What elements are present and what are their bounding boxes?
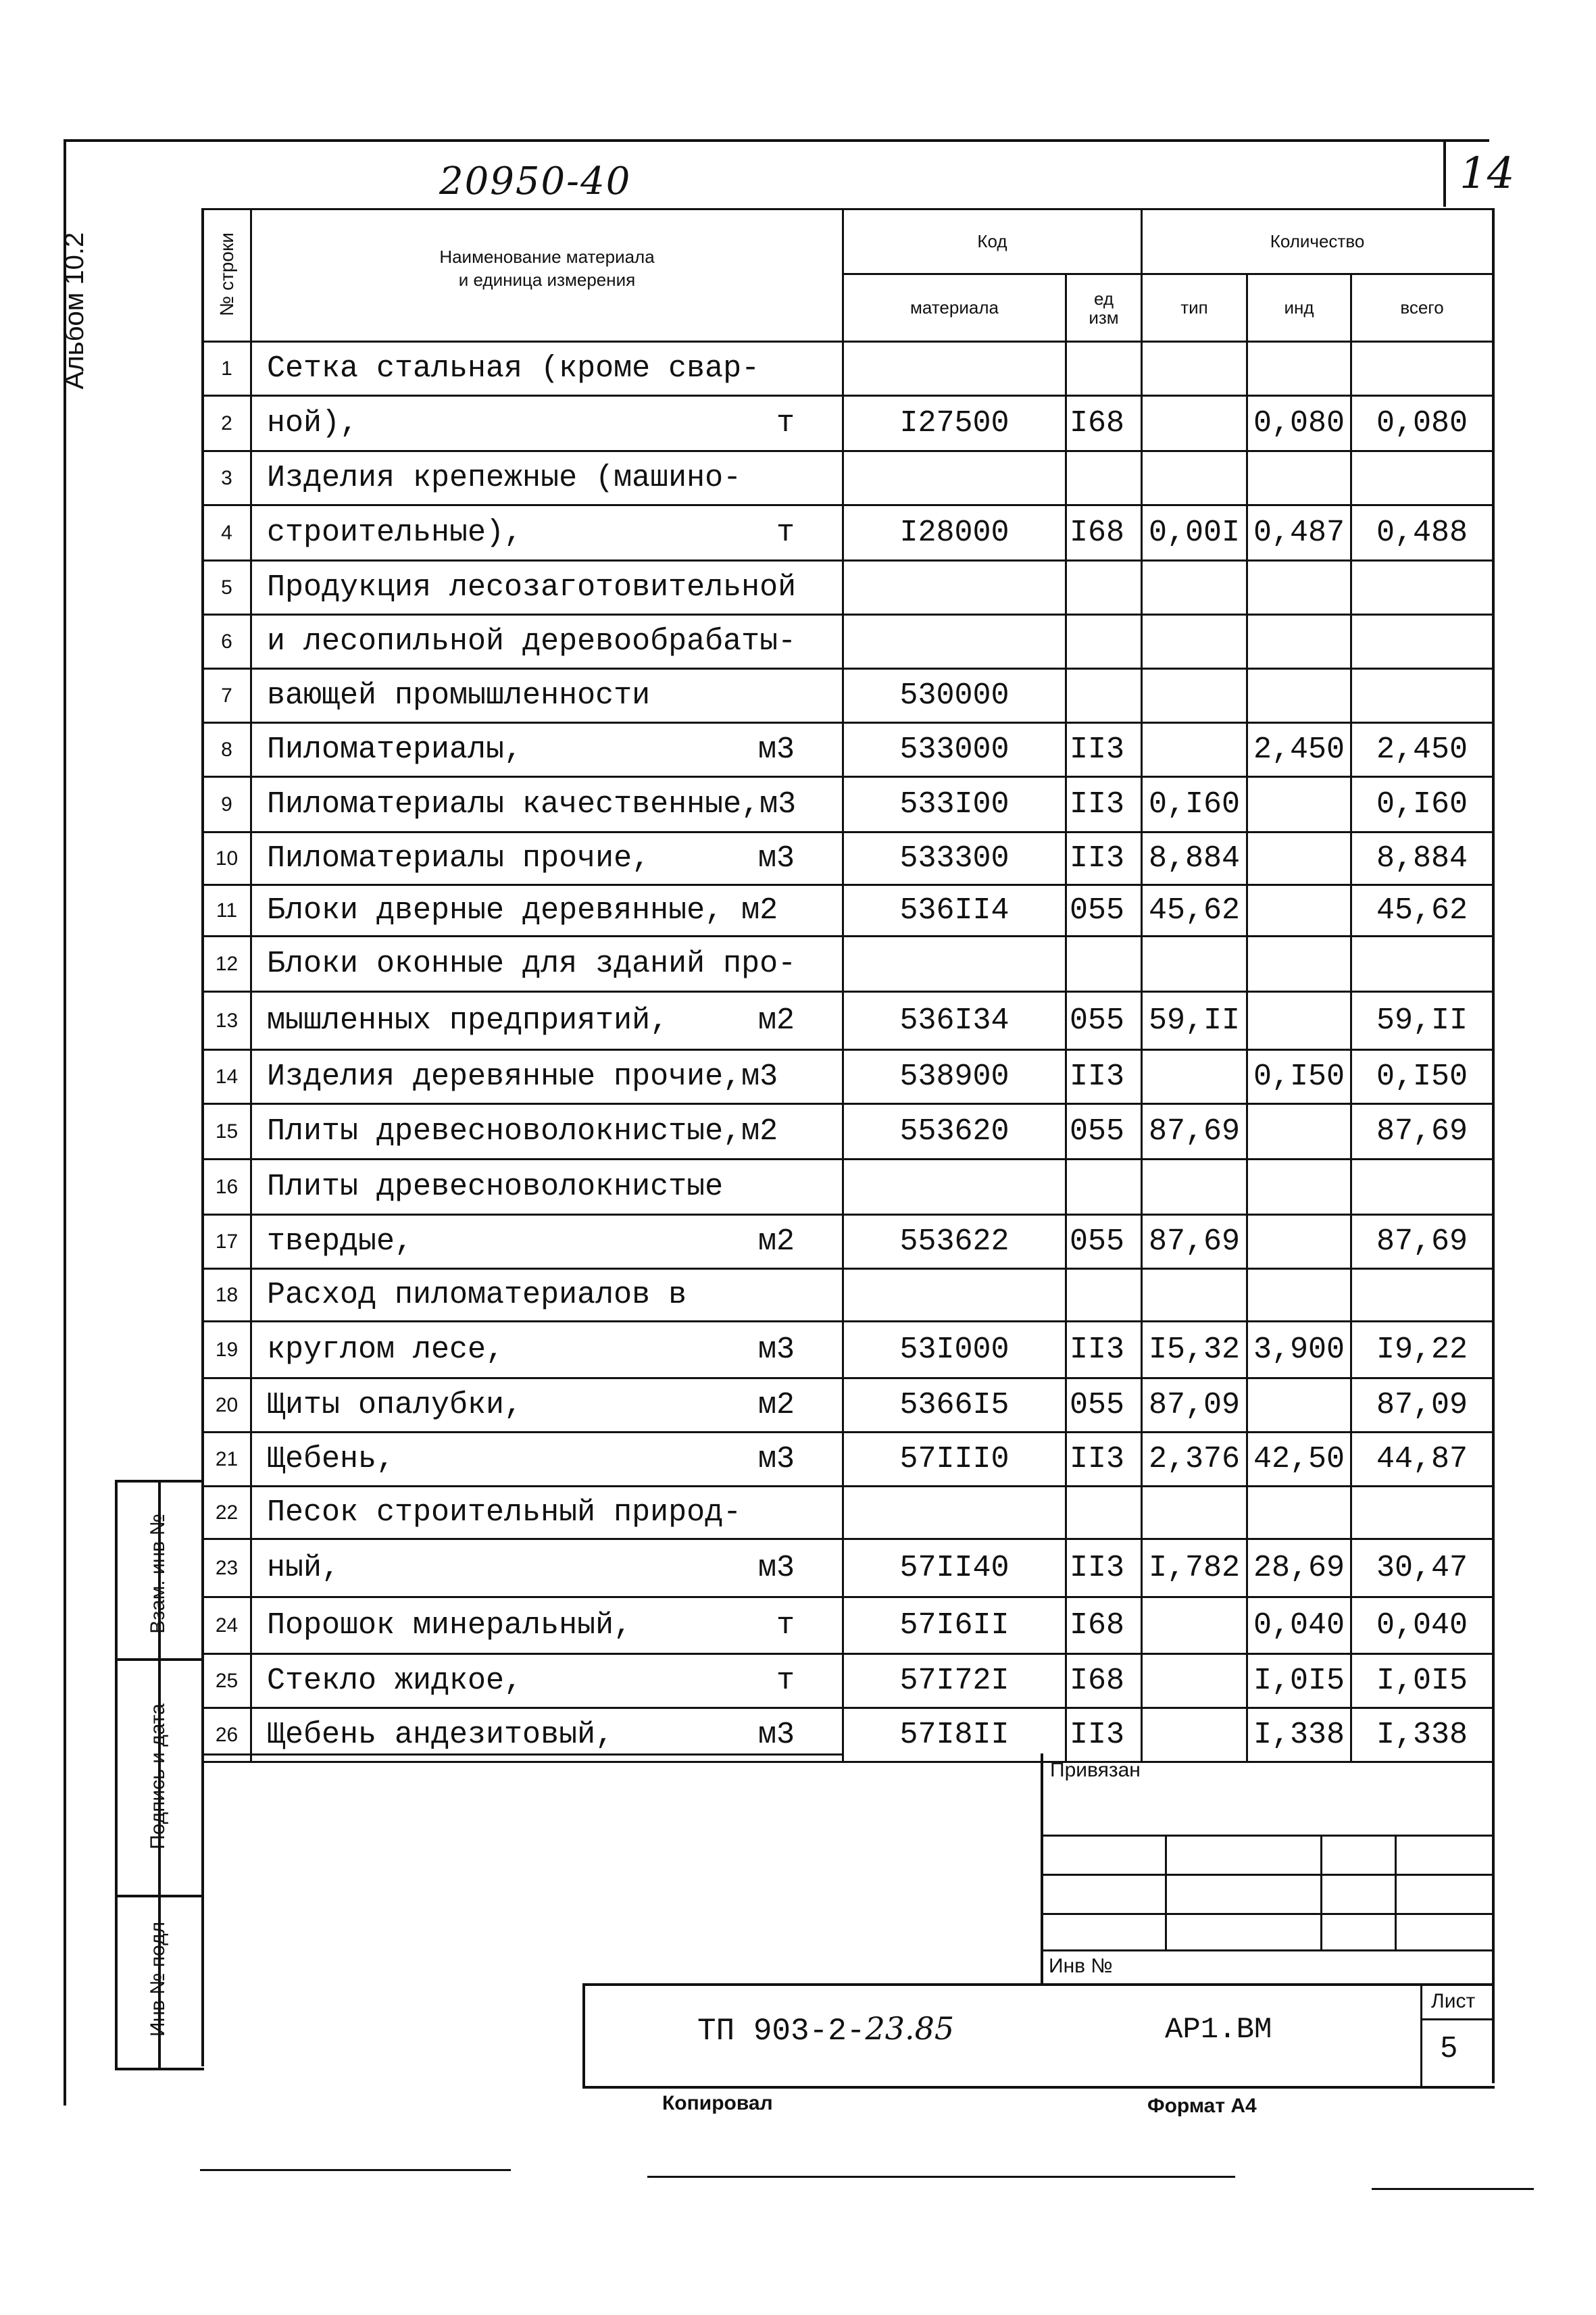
material-name: Пиломатериалы, м3 xyxy=(251,723,843,777)
unit-code: 055 xyxy=(1066,1104,1142,1160)
header-code-material: материала xyxy=(843,274,1066,342)
qty-ind xyxy=(1247,561,1351,615)
row-number: 8 xyxy=(203,723,251,777)
qty-ind: 0,040 xyxy=(1247,1597,1351,1654)
qty-ind: I,0I5 xyxy=(1247,1654,1351,1708)
material-code xyxy=(843,1269,1066,1322)
material-code: 536II4 xyxy=(843,885,1066,937)
unit-code: II3 xyxy=(1066,1539,1142,1597)
material-name: Блоки дверные деревянные, м2 xyxy=(251,885,843,937)
qty-total xyxy=(1351,561,1493,615)
row-number: 7 xyxy=(203,669,251,723)
qty-type: 87,69 xyxy=(1142,1104,1247,1160)
qty-total: 59,II xyxy=(1351,992,1493,1050)
privyazan-label: Привязан xyxy=(1050,1759,1141,1781)
table-row xyxy=(203,1433,1493,1487)
qty-type: I,782 xyxy=(1142,1539,1247,1597)
qty-ind xyxy=(1247,832,1351,885)
material-name: Щебень, м3 xyxy=(251,1433,843,1487)
bottom-rule-3 xyxy=(1372,2188,1534,2190)
material-code: 53I000 xyxy=(843,1322,1066,1378)
material-code: 553620 xyxy=(843,1104,1066,1160)
qty-ind xyxy=(1247,1378,1351,1433)
row-number: 18 xyxy=(203,1269,251,1322)
privyazan-block xyxy=(1041,1753,1495,1983)
row-number: 3 xyxy=(203,451,251,505)
qty-ind: 0,080 xyxy=(1247,396,1351,451)
qty-type xyxy=(1142,451,1247,505)
material-name: Блоки оконные для зданий про- xyxy=(251,937,843,992)
doc-code: ТП 903-2-23.85 xyxy=(697,2010,955,2049)
material-code: 57I6II xyxy=(843,1597,1066,1654)
table-row xyxy=(203,723,1493,777)
qty-total xyxy=(1351,615,1493,669)
qty-total: 0,040 xyxy=(1351,1597,1493,1654)
qty-total xyxy=(1351,937,1493,992)
unit-code: II3 xyxy=(1066,777,1142,832)
qty-type xyxy=(1142,669,1247,723)
qty-ind xyxy=(1247,1215,1351,1269)
table-row xyxy=(203,1160,1493,1215)
row-number: 1 xyxy=(203,342,251,396)
format-label: Формат А4 xyxy=(1147,2095,1257,2117)
unit-code: II3 xyxy=(1066,723,1142,777)
row-number: 25 xyxy=(203,1654,251,1708)
material-code: I28000 xyxy=(843,505,1066,561)
unit-label: м3 xyxy=(757,1551,795,1585)
qty-total: 0,I60 xyxy=(1351,777,1493,832)
unit-label: т xyxy=(776,1608,795,1643)
unit-label: м3 xyxy=(757,1718,795,1752)
material-name: Плиты древесноволокнистые xyxy=(251,1160,843,1215)
header-qty-total: всего xyxy=(1351,274,1493,342)
page-mark: 14 xyxy=(1460,149,1515,199)
table-row xyxy=(203,885,1493,937)
qty-total: 87,09 xyxy=(1351,1378,1493,1433)
qty-total: 8,884 xyxy=(1351,832,1493,885)
material-code: 536I34 xyxy=(843,992,1066,1050)
row-number: 20 xyxy=(203,1378,251,1433)
material-name: Изделия деревянные прочие,м3 xyxy=(251,1050,843,1104)
material-code: 57II40 xyxy=(843,1539,1066,1597)
material-code xyxy=(843,451,1066,505)
bottom-rule-2 xyxy=(647,2176,1235,2178)
qty-total: 87,69 xyxy=(1351,1104,1493,1160)
qty-ind: 0,I50 xyxy=(1247,1050,1351,1104)
unit-code: 055 xyxy=(1066,885,1142,937)
material-code xyxy=(843,615,1066,669)
material-name: Сетка стальная (кроме свар- xyxy=(251,342,843,396)
qty-type xyxy=(1142,1597,1247,1654)
table-row xyxy=(203,1050,1493,1104)
qty-ind xyxy=(1247,615,1351,669)
doc-number: 20950-40 xyxy=(439,159,632,203)
qty-type: 87,69 xyxy=(1142,1215,1247,1269)
qty-type: 45,62 xyxy=(1142,885,1247,937)
unit-code xyxy=(1066,1160,1142,1215)
bottom-rule-1 xyxy=(200,2169,511,2171)
qty-ind xyxy=(1247,669,1351,723)
unit-code xyxy=(1066,669,1142,723)
row-number: 24 xyxy=(203,1597,251,1654)
unit-code: 055 xyxy=(1066,992,1142,1050)
unit-code xyxy=(1066,937,1142,992)
unit-label: м3 xyxy=(757,1442,795,1476)
qty-type xyxy=(1142,342,1247,396)
qty-ind xyxy=(1247,777,1351,832)
header-code-group: Код xyxy=(843,209,1142,274)
qty-type xyxy=(1142,615,1247,669)
row-number: 14 xyxy=(203,1050,251,1104)
table-row xyxy=(203,1654,1493,1708)
qty-type: I5,32 xyxy=(1142,1322,1247,1378)
qty-total: 0,I50 xyxy=(1351,1050,1493,1104)
row-number: 9 xyxy=(203,777,251,832)
material-code xyxy=(843,342,1066,396)
material-name: Пиломатериалы качественные,м3 xyxy=(251,777,843,832)
unit-label: т xyxy=(776,516,795,550)
unit-code xyxy=(1066,451,1142,505)
material-name: Песок строительный природ- xyxy=(251,1487,843,1539)
material-name: твердые, м2 xyxy=(251,1215,843,1269)
vzam-inv-label: Взам. инв № xyxy=(147,1514,169,1634)
unit-code: I68 xyxy=(1066,396,1142,451)
material-name: вающей промышленности xyxy=(251,669,843,723)
unit-code: I68 xyxy=(1066,1597,1142,1654)
qty-total xyxy=(1351,669,1493,723)
row-number: 17 xyxy=(203,1215,251,1269)
qty-total: 0,080 xyxy=(1351,396,1493,451)
table-row xyxy=(203,505,1493,561)
unit-code xyxy=(1066,1269,1142,1322)
qty-ind xyxy=(1247,885,1351,937)
table-row xyxy=(203,1597,1493,1654)
qty-type xyxy=(1142,1269,1247,1322)
unit-code: 055 xyxy=(1066,1215,1142,1269)
qty-type xyxy=(1142,723,1247,777)
qty-total: I,0I5 xyxy=(1351,1654,1493,1708)
table-row xyxy=(203,832,1493,885)
row-number: 10 xyxy=(203,832,251,885)
unit-label: т xyxy=(776,1664,795,1698)
unit-code: 055 xyxy=(1066,1378,1142,1433)
material-name: ной), т xyxy=(251,396,843,451)
unit-code xyxy=(1066,561,1142,615)
material-code: 533000 xyxy=(843,723,1066,777)
album-label: Альбом 10.2 xyxy=(59,232,89,390)
table-row xyxy=(203,342,1493,396)
row-number: 23 xyxy=(203,1539,251,1597)
materials-table xyxy=(201,208,1494,1763)
table-row xyxy=(203,669,1493,723)
row-number: 19 xyxy=(203,1322,251,1378)
table-row xyxy=(203,1539,1493,1597)
qty-type: 0,00I xyxy=(1142,505,1247,561)
row-number: 2 xyxy=(203,396,251,451)
qty-total xyxy=(1351,1160,1493,1215)
material-code xyxy=(843,561,1066,615)
inv-no-label: Инв № xyxy=(1049,1955,1113,1977)
qty-ind: 0,487 xyxy=(1247,505,1351,561)
qty-ind xyxy=(1247,1160,1351,1215)
table-row xyxy=(203,1215,1493,1269)
qty-type xyxy=(1142,1487,1247,1539)
unit-code xyxy=(1066,615,1142,669)
qty-total xyxy=(1351,1487,1493,1539)
table-row xyxy=(203,451,1493,505)
row-number: 12 xyxy=(203,937,251,992)
qty-type xyxy=(1142,561,1247,615)
material-code: 57I72I xyxy=(843,1654,1066,1708)
material-code: 533I00 xyxy=(843,777,1066,832)
material-name: Пиломатериалы прочие, м3 xyxy=(251,832,843,885)
row-number: 21 xyxy=(203,1433,251,1487)
inv-podl-label: Инв № подл xyxy=(147,1921,169,2037)
table-row xyxy=(203,937,1493,992)
frame-top-line xyxy=(64,139,1489,142)
qty-total: 87,69 xyxy=(1351,1215,1493,1269)
material-name: Стекло жидкое, т xyxy=(251,1654,843,1708)
sheet-number: 5 xyxy=(1441,2031,1457,2064)
page-mark-divider xyxy=(1443,139,1446,207)
qty-type xyxy=(1142,1050,1247,1104)
qty-total xyxy=(1351,342,1493,396)
unit-code: I68 xyxy=(1066,505,1142,561)
unit-code: II3 xyxy=(1066,1050,1142,1104)
qty-ind: I,338 xyxy=(1247,1708,1351,1762)
material-name: Расход пиломатериалов в xyxy=(251,1269,843,1322)
material-code: 57I8II xyxy=(843,1708,1066,1762)
unit-code: II3 xyxy=(1066,1433,1142,1487)
qty-total: I,338 xyxy=(1351,1708,1493,1762)
qty-ind xyxy=(1247,451,1351,505)
side-stamp xyxy=(115,1480,204,2070)
qty-ind: 2,450 xyxy=(1247,723,1351,777)
podpis-data-label: Подпись и дата xyxy=(147,1703,169,1849)
row-number: 5 xyxy=(203,561,251,615)
qty-type: 0,I60 xyxy=(1142,777,1247,832)
table-bottom-left-line xyxy=(201,1753,843,1756)
material-code: 5366I5 xyxy=(843,1378,1066,1433)
table-row xyxy=(203,1378,1493,1433)
material-code xyxy=(843,937,1066,992)
material-name: строительные), т xyxy=(251,505,843,561)
table-row xyxy=(203,615,1493,669)
materials-table-body xyxy=(203,209,1493,1762)
header-qty-group: Количество xyxy=(1142,209,1493,274)
table-row xyxy=(203,1104,1493,1160)
qty-type xyxy=(1142,1160,1247,1215)
qty-total xyxy=(1351,1269,1493,1322)
table-row xyxy=(203,561,1493,615)
unit-code xyxy=(1066,1487,1142,1539)
header-code-unit: ед изм xyxy=(1066,274,1142,342)
header-row-number: № строки xyxy=(203,209,251,342)
qty-total: 0,488 xyxy=(1351,505,1493,561)
qty-type: 87,09 xyxy=(1142,1378,1247,1433)
unit-label: м2 xyxy=(757,1388,795,1422)
qty-ind: 28,69 xyxy=(1247,1539,1351,1597)
material-name: Изделия крепежные (машино- xyxy=(251,451,843,505)
row-number: 13 xyxy=(203,992,251,1050)
unit-code xyxy=(1066,342,1142,396)
material-name: круглом лесе, м3 xyxy=(251,1322,843,1378)
qty-ind xyxy=(1247,1104,1351,1160)
unit-label: м2 xyxy=(757,1003,795,1038)
material-name: Щебень андезитовый, м3 xyxy=(251,1708,843,1762)
frame-left-line xyxy=(64,139,66,2106)
title-stamp xyxy=(582,1983,1495,2089)
qty-ind: 3,900 xyxy=(1247,1322,1351,1378)
qty-total: I9,22 xyxy=(1351,1322,1493,1378)
unit-label: м3 xyxy=(757,841,795,876)
table-row xyxy=(203,777,1493,832)
row-number: 22 xyxy=(203,1487,251,1539)
unit-label: м3 xyxy=(757,732,795,767)
qty-total: 2,450 xyxy=(1351,723,1493,777)
table-row xyxy=(203,1269,1493,1322)
material-code: 57III0 xyxy=(843,1433,1066,1487)
row-number: 6 xyxy=(203,615,251,669)
material-code: I27500 xyxy=(843,396,1066,451)
material-code: 538900 xyxy=(843,1050,1066,1104)
qty-total: 44,87 xyxy=(1351,1433,1493,1487)
qty-ind xyxy=(1247,342,1351,396)
material-name: Плиты древесноволокнистые,м2 xyxy=(251,1104,843,1160)
qty-ind xyxy=(1247,992,1351,1050)
row-number: 26 xyxy=(203,1708,251,1762)
unit-label: м2 xyxy=(757,1224,795,1259)
copied-label: Копировал xyxy=(662,2092,773,2114)
material-name: Порошок минеральный, т xyxy=(251,1597,843,1654)
unit-code: II3 xyxy=(1066,832,1142,885)
material-name: ный, м3 xyxy=(251,1539,843,1597)
material-code xyxy=(843,1487,1066,1539)
table-row xyxy=(203,396,1493,451)
qty-ind xyxy=(1247,937,1351,992)
row-number: 16 xyxy=(203,1160,251,1215)
material-name: и лесопильной деревообрабаты- xyxy=(251,615,843,669)
material-code: 553622 xyxy=(843,1215,1066,1269)
qty-type xyxy=(1142,1654,1247,1708)
unit-label: м3 xyxy=(757,1333,795,1367)
unit-code: I68 xyxy=(1066,1654,1142,1708)
qty-total: 45,62 xyxy=(1351,885,1493,937)
row-number: 11 xyxy=(203,885,251,937)
qty-total xyxy=(1351,451,1493,505)
qty-type: 8,884 xyxy=(1142,832,1247,885)
unit-code: II3 xyxy=(1066,1322,1142,1378)
qty-type xyxy=(1142,937,1247,992)
qty-ind xyxy=(1247,1487,1351,1539)
material-code: 533300 xyxy=(843,832,1066,885)
qty-type: 2,376 xyxy=(1142,1433,1247,1487)
material-code: 530000 xyxy=(843,669,1066,723)
qty-type: 59,II xyxy=(1142,992,1247,1050)
qty-type xyxy=(1142,396,1247,451)
header-name: Наименование материала и единица измерения xyxy=(251,209,843,342)
header-qty-type: тип xyxy=(1142,274,1247,342)
table-row xyxy=(203,992,1493,1050)
material-name: мышленных предприятий, м2 xyxy=(251,992,843,1050)
material-code xyxy=(843,1160,1066,1215)
row-number: 4 xyxy=(203,505,251,561)
qty-total: 30,47 xyxy=(1351,1539,1493,1597)
table-row xyxy=(203,1322,1493,1378)
sheet-code: АР1.ВМ xyxy=(1165,2013,1272,2047)
unit-label: т xyxy=(776,406,795,441)
material-name: Щиты опалубки, м2 xyxy=(251,1378,843,1433)
sheet-label: Лист xyxy=(1431,1990,1476,2012)
qty-ind xyxy=(1247,1269,1351,1322)
row-number: 15 xyxy=(203,1104,251,1160)
qty-ind: 42,50 xyxy=(1247,1433,1351,1487)
unit-code: II3 xyxy=(1066,1708,1142,1762)
material-name: Продукция лесозаготовительной xyxy=(251,561,843,615)
table-row xyxy=(203,1487,1493,1539)
header-qty-ind: инд xyxy=(1247,274,1351,342)
